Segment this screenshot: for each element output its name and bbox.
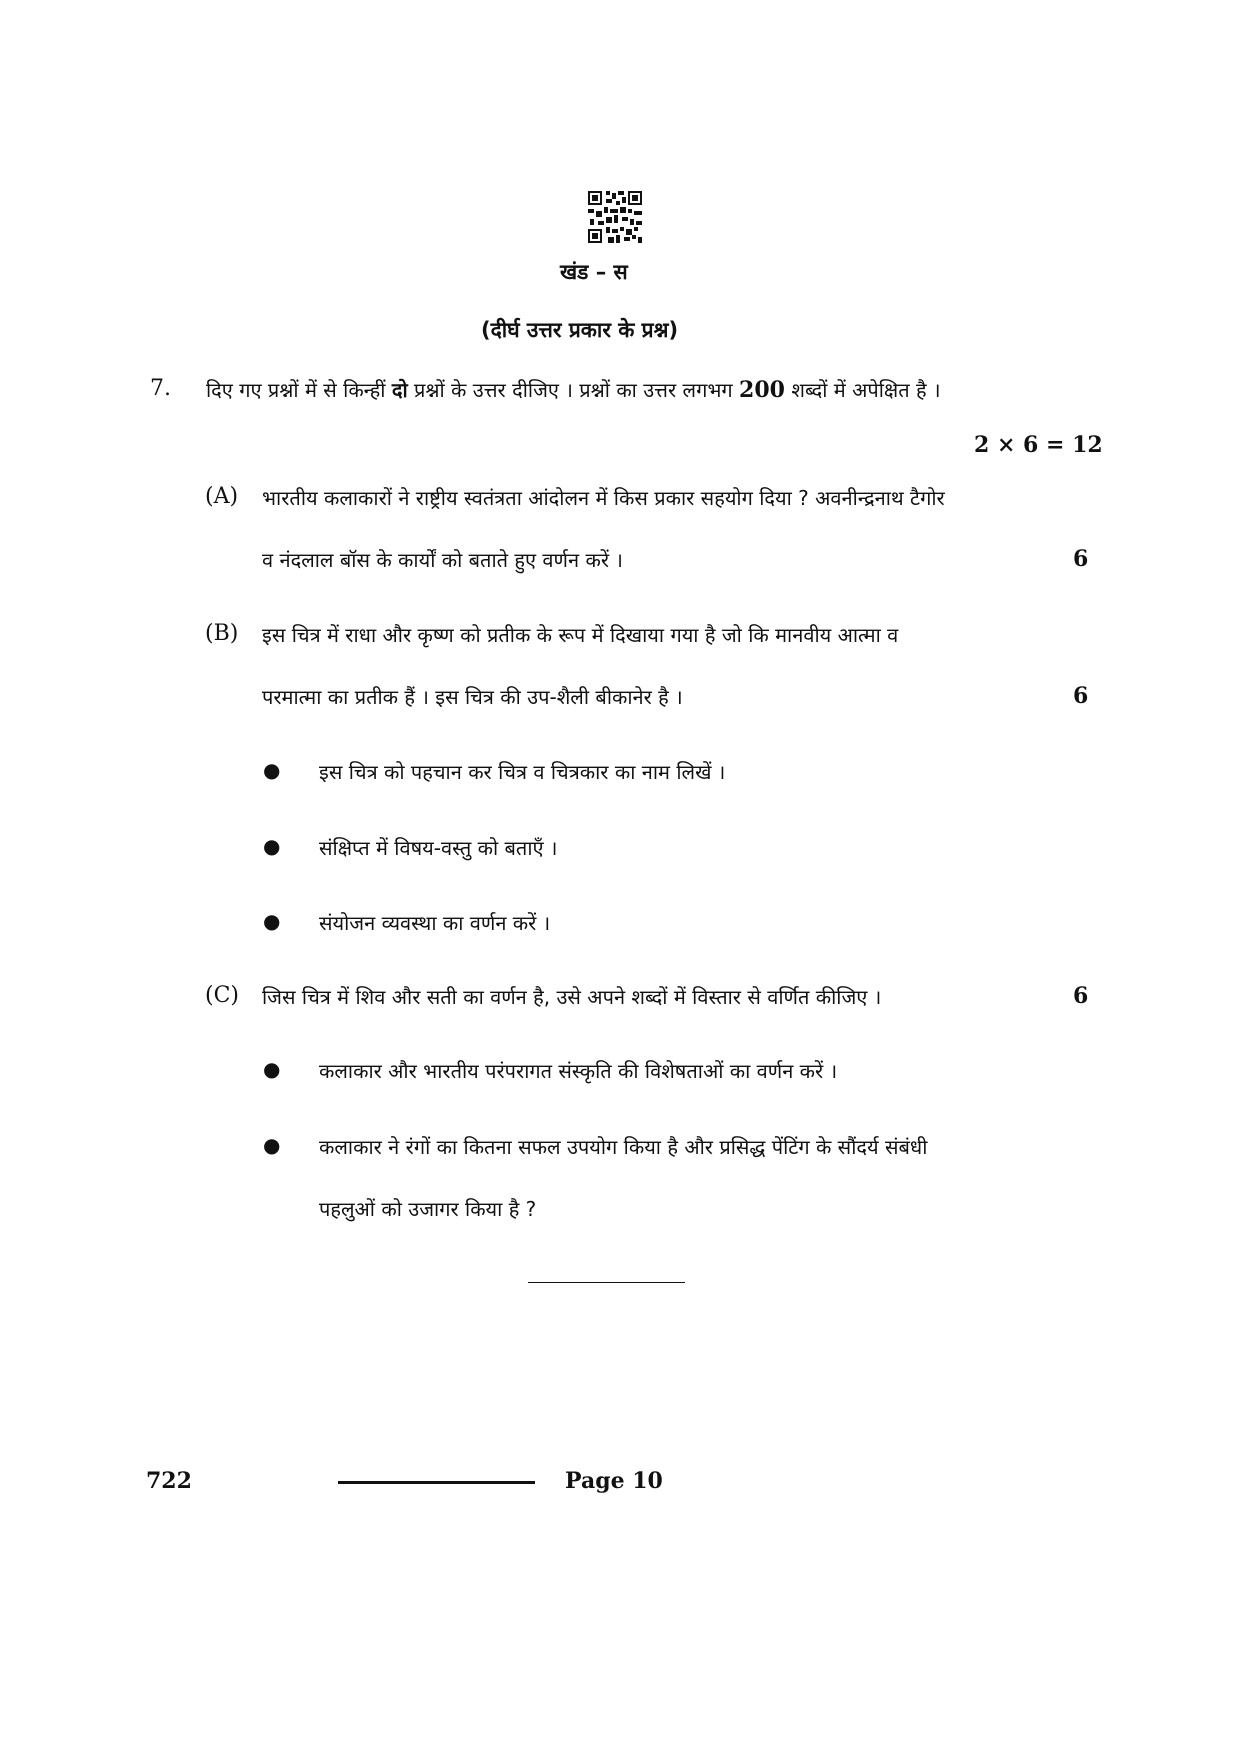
option-b-bullet: संक्षिप्त में विषय-वस्तु को बताएँ । [319,836,558,860]
option-b-bullet: इस चित्र को पहचान कर चित्र व चित्रकार का नाम लिखें । [319,760,726,784]
option-c-label: (C) [205,983,239,1008]
option-c-line: जिस चित्र में शिव और सती का वर्णन है, उसे अपने शब्दों में विस्तार से वर्णित कीजिए । [262,985,882,1009]
bullet-icon: ● [263,1057,281,1081]
option-b-bullet: संयोजन व्यवस्था का वर्णन करें । [319,911,551,935]
option-a-line: भारतीय कलाकारों ने राष्ट्रीय स्वतंत्रता आंदोलन में किस प्रकार सहयोग दिया ? अवनीन्द्रनाथ टैगोर [262,486,945,510]
end-divider [528,1282,685,1283]
instruction-part: प्रश्नों के उत्तर दीजिए । प्रश्नों का उत्तर लगभग [407,378,740,402]
bullet-icon: ● [263,758,281,782]
option-b-line: परमात्मा का प्रतीक हैं । इस चित्र की उप-शैली बीकानेर है । [262,685,683,709]
option-c-bullet: कलाकार ने रंगों का कितना सफल उपयोग किया है और प्रसिद्ध पेंटिंग के सौंदर्य संबंधी [319,1135,928,1159]
option-a-marks: 6 [1073,546,1089,572]
option-a-line: व नंदलाल बॉस के कार्यों को बताते हुए वर्णन करें । [262,548,623,572]
option-b-line: इस चित्र में राधा और कृष्ण को प्रतीक के रूप में दिखाया गया है जो कि मानवीय आत्मा व [262,623,899,647]
option-c-bullet: कलाकार और भारतीय परंपरागत संस्कृति की विशेषताओं का वर्णन करें । [319,1059,838,1083]
question-instruction [206,376,941,403]
bullet-icon: ● [263,1133,281,1157]
bullet-icon: ● [263,909,281,933]
footer-rule [338,1481,535,1484]
option-b-marks: 6 [1073,683,1089,709]
option-b-label: (B) [205,621,239,646]
section-subtitle: (दीर्घ उत्तर प्रकार के प्रश्न) [481,318,679,342]
instruction-word-count: 200 [739,377,785,403]
instruction-part: दिए गए प्रश्नों में से किन्हीं [206,378,392,402]
qr-code [588,191,642,243]
instruction-bold-count: दो [391,378,408,402]
bullet-icon: ● [263,834,281,858]
total-marks: 2 × 6 = 12 [974,432,1103,458]
option-a-label: (A) [205,484,239,509]
instruction-part: शब्दों में अपेक्षित है । [784,378,941,402]
option-c-marks: 6 [1073,983,1089,1009]
section-title: खंड – स [560,260,628,284]
question-number: 7. [150,376,171,401]
footer-page-number: Page 10 [565,1468,663,1494]
footer-code: 722 [146,1468,192,1494]
option-c-bullet: पहलुओं को उजागर किया है ? [319,1197,537,1221]
